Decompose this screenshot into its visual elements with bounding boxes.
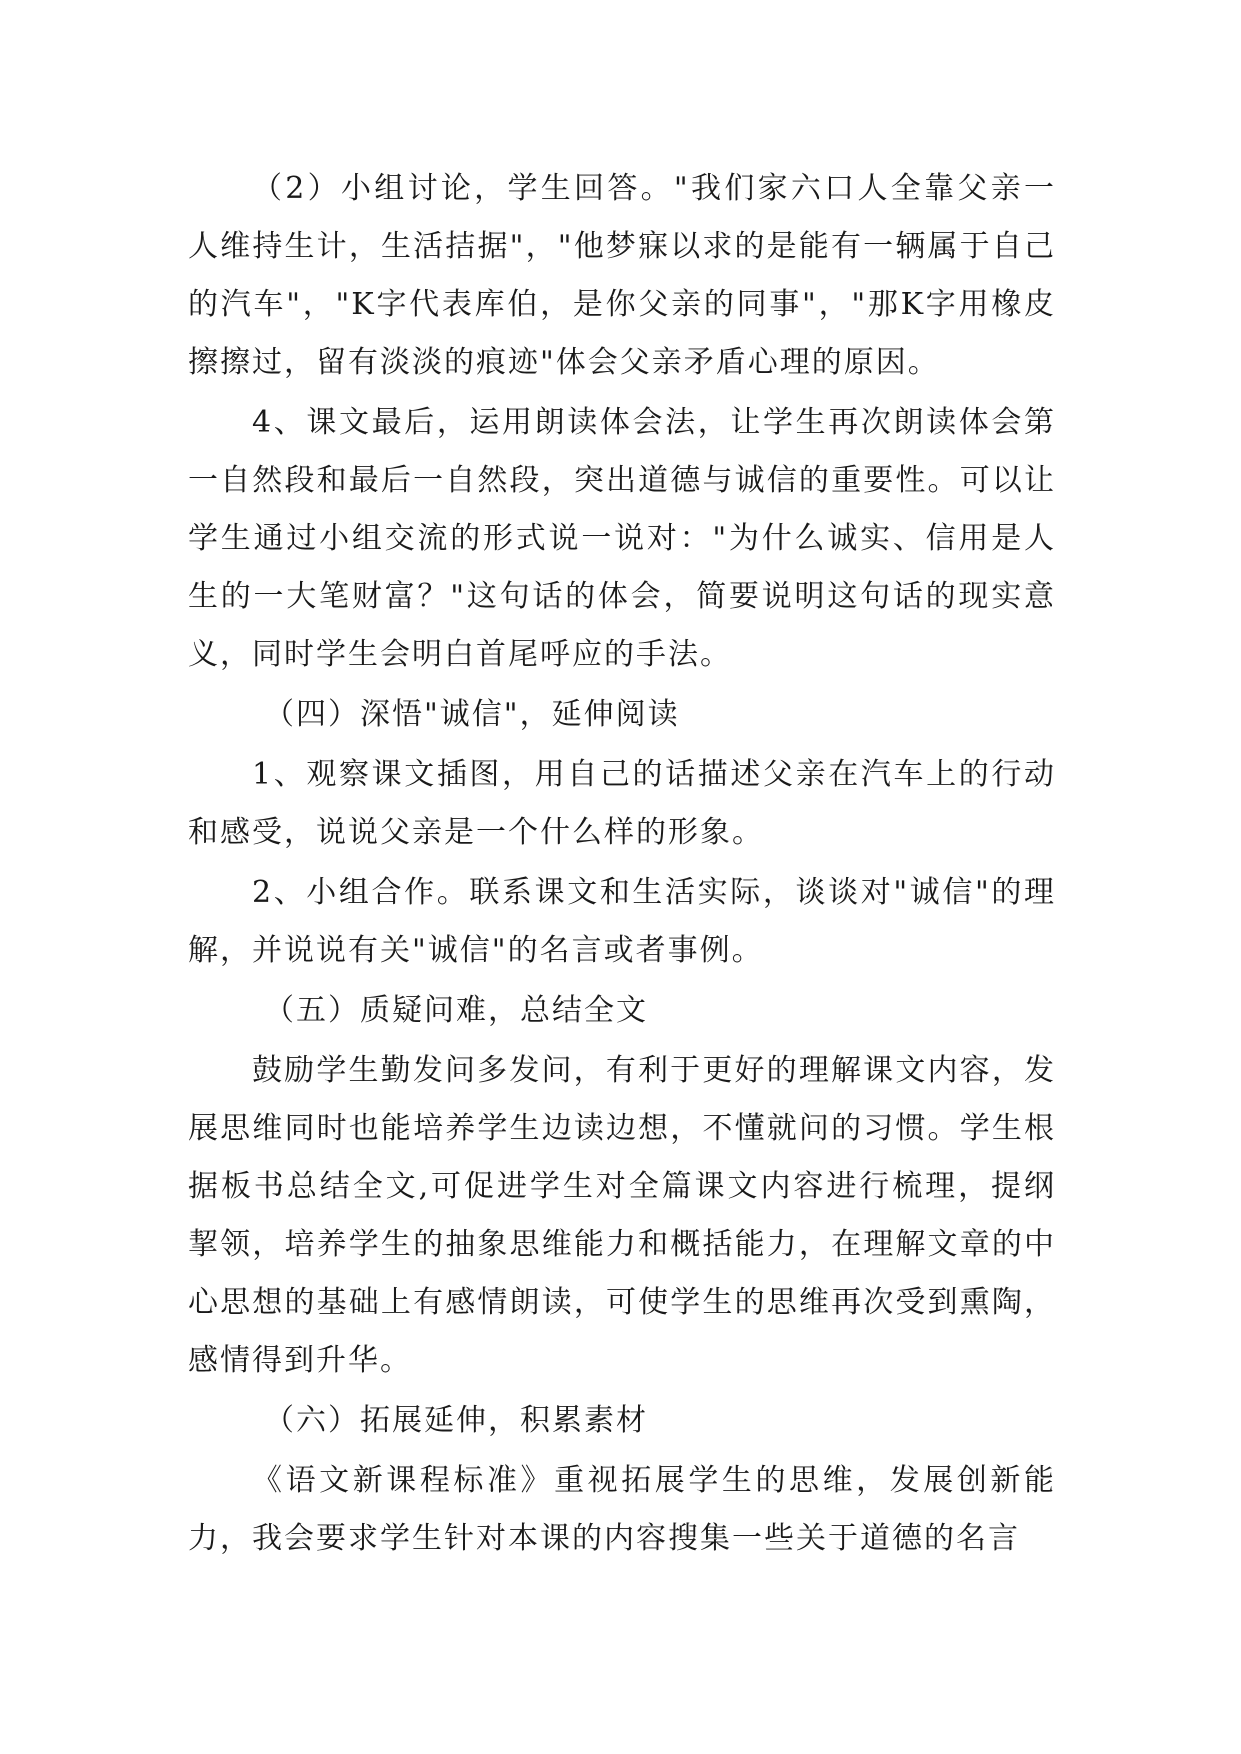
paragraph-extension: 《语文新课程标准》重视拓展学生的思维，发展创新能力，我会要求学生针对本课的内容搜集一些关于道德的名言: [188, 1463, 1056, 1556]
paragraph-questioning: 鼓励学生勤发问多发问，有利于更好的理解课文内容，发展思维同时也能培养学生边读边想，不懂就问的习惯。学生根据板书总结全文,可促进学生对全篇课文内容进行梳理，提纲挈领，培养学生的抽象思维能力和概括能力，在理解文章的中心思想的基础上有感情朗读，可使学生的思维再次受到熏陶，感情得到升华。: [188, 1053, 1056, 1378]
section-heading-5: （五）质疑问难，总结全文: [264, 993, 648, 1028]
section-heading-4: （四）深悟"诚信"，延伸阅读: [264, 697, 680, 732]
paragraph-step-1: 1、观察课文插图，用自己的话描述父亲在汽车上的行动和感受，说说父亲是一个什么样的形象。: [188, 757, 1056, 850]
paragraph-group-discussion: （2）小组讨论，学生回答。"我们家六口人全靠父亲一人维持生计，生活拮据"，"他梦寐以求的是能有一辆属于自己的汽车"，"K字代表库伯，是你父亲的同事"，"那K字用橡皮擦擦过，留有淡淡的痕迹"体会父亲矛盾心理的原因。: [188, 171, 1056, 380]
paragraph-step-2: 2、小组合作。联系课文和生活实际，谈谈对"诚信"的理解，并说说有关"诚信"的名言或者事例。: [188, 875, 1056, 968]
section-heading-6: （六）拓展延伸，积累素材: [264, 1403, 648, 1438]
paragraph-step-4: 4、课文最后，运用朗读体会法，让学生再次朗读体会第一自然段和最后一自然段，突出道德与诚信的重要性。可以让学生通过小组交流的形式说一说对："为什么诚实、信用是人生的一大笔财富？"这句话的体会，简要说明这句话的现实意义，同时学生会明白首尾呼应的手法。: [188, 405, 1056, 672]
document-body: [188, 160, 1056, 1570]
